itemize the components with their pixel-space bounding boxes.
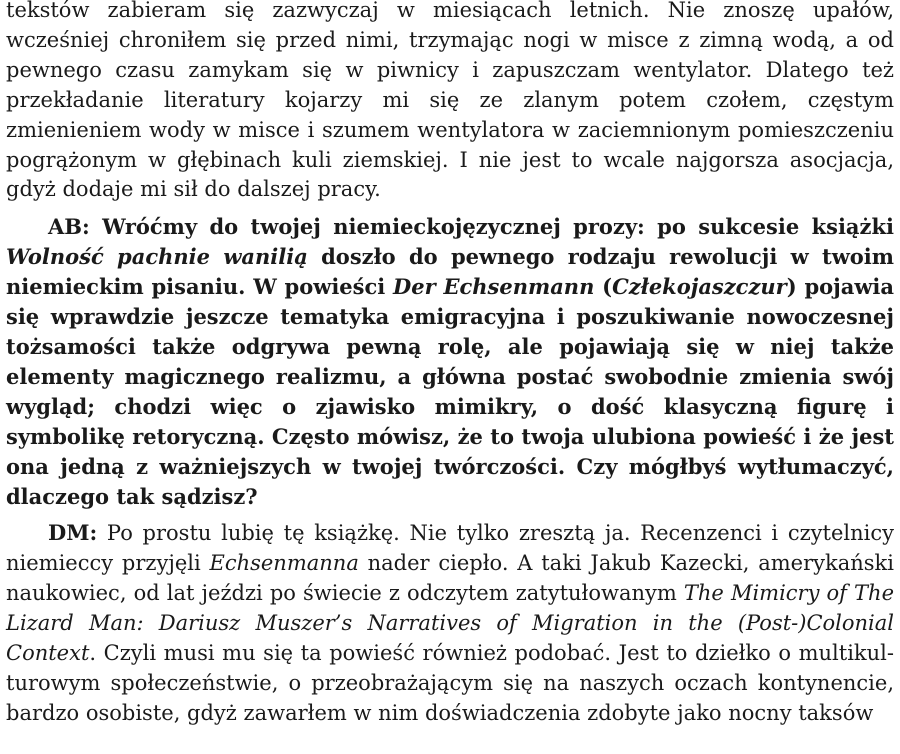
text-run: ( [594, 274, 613, 300]
answer-paragraph [6, 518, 894, 728]
question-paragraph [6, 212, 894, 511]
text-run: doszło do pewnego rodzaju rewolucji w twoim niemieckim pisaniu. W powieści [6, 244, 894, 300]
text-run: nader ciepło. A taki Jakub Kazecki, amerykański naukowiec, od lat jeździ po świecie z odczytem zatytułowanym [6, 551, 894, 606]
text-run: . Czyli musi mu się ta powieść również podobać. Jest to dziełko o multikulturowym społeczeństwie, o przeobrażającym się na naszych oczach kontynencie, bardzo osobiste, gdyż zawarłem w nim doświadczenia zdobyte jako nocny taksów [6, 641, 894, 725]
italic-title: Der Echsenmann [393, 274, 595, 300]
italic-title: The Mimicry of The Lizard Man: Dariusz Muszer’s Narratives of Migration in the (Post-)Colonial Context [6, 581, 895, 666]
italic-title: Echsenmanna [209, 551, 359, 576]
text-run: Po prostu lubię tę książkę. Nie tylko zresztą ja. Recenzenci i czytelnicy niemieccy przyjęli [6, 521, 894, 576]
text-run: tekstów zabieram się zazwyczaj w miesiącach letnich. Nie znoszę upałów, wcześniej chroniłem się przed nimi, trzymając nogi w misce z zimną wodą, a od pewnego czasu zamykam się w piwnicy i zapuszczam wentylator. Dlatego też przekładanie literatury kojarzy mi się ze zlanym potem czołem, częstym zmienieniem wody w misce i szumem wentylatora w zaciemnionym pomieszczeniu pogrążonym w głębinach kuli ziemskiej. I nie jest to wcale najgorsza asocjacja, gdyż dodaje mi sił do dalszej pracy. [6, 0, 894, 202]
italic-title: Człekojaszczur [612, 274, 787, 300]
italic-title: Wolność pachnie wanilią [6, 244, 308, 270]
text-run: ) pojawia się wprawdzie jeszcze tematyka emigracyjna i poszukiwanie nowoczesnej tożsamości także odgrywa pewną rolę, ale pojawiają się w niej także elementy magicznego realizmu, a główna postać swobodnie zmienia swój wygląd; chodzi więc o zjawisko mimikry, o dość klasyczną figurę i symbolikę retoryczną. Często mówisz, że to twoja ulubiona powieść i że jest ona jedną z ważniejszych w twojej twórczości. Czy mógłbyś wytłumaczyć, dlaczego tak sądzisz? [6, 274, 895, 509]
speaker-label: AB: [48, 214, 90, 240]
answer-continuation-paragraph [6, 0, 894, 205]
text-run: Wróćmy do twojej niemieckojęzycznej prozy: po sukcesie książki [89, 214, 894, 240]
speaker-label: DM: [48, 520, 98, 546]
interview-page [6, 0, 894, 729]
